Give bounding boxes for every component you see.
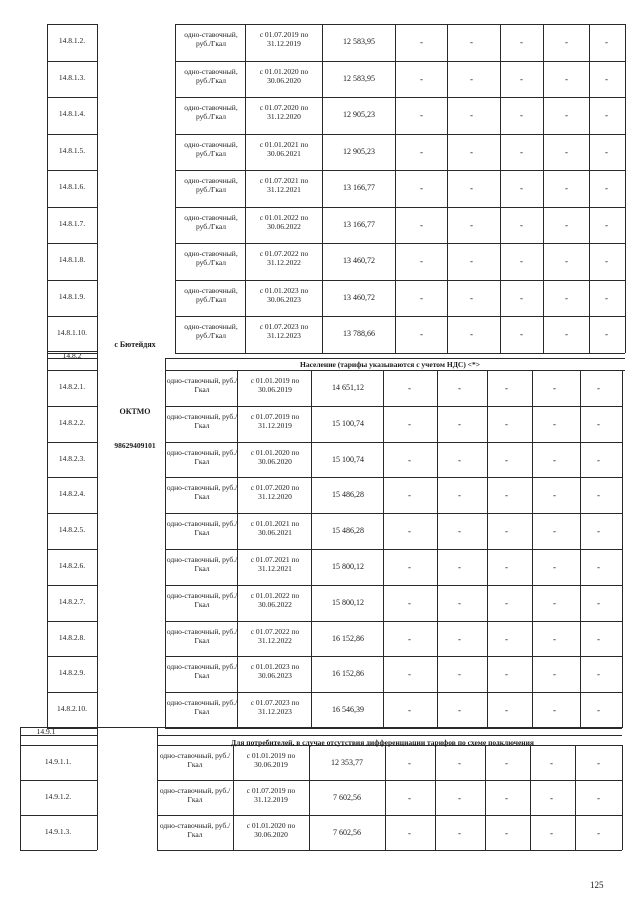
empty-cell: - [605, 37, 608, 47]
row-number: 14.9.1.2. [44, 792, 72, 801]
empty-cell: - [505, 562, 508, 572]
empty-cell: - [505, 490, 508, 501]
empty-cell: - [408, 705, 411, 716]
tariff-period: с 01.07.2019 по 31.12.2019 [250, 411, 300, 430]
empty-cell: - [470, 183, 473, 193]
grid-line [175, 207, 625, 208]
grid-line [20, 850, 97, 851]
tariff-type: одно-ставочный, руб./Гкал [166, 519, 238, 538]
grid-line [309, 745, 310, 850]
empty-cell: - [408, 793, 411, 803]
empty-cell: - [605, 329, 608, 339]
row-number: 14.8.2.3. [58, 453, 86, 463]
tariff-type: одно-ставочный, руб./Гкал [166, 447, 238, 466]
grid-line [47, 370, 97, 371]
tariff-period: с 01.01.2019 по 30.06.2019 [250, 376, 300, 394]
grid-line [175, 280, 625, 281]
empty-cell: - [520, 146, 523, 157]
empty-cell: - [408, 562, 411, 572]
empty-cell: - [470, 146, 473, 157]
row-number: 14.8.1.7. [58, 218, 86, 228]
grid-line [47, 316, 97, 317]
empty-cell: - [505, 828, 508, 838]
tariff-value: 12 583,95 [343, 73, 375, 83]
row-number: 14.8.1.5. [58, 145, 86, 155]
row-number: 14.8.1.6. [58, 182, 86, 191]
tariff-type: одно-ставочный, руб./Гкал [166, 411, 238, 430]
tariff-value: 12 353,77 [331, 758, 363, 767]
tariff-period: с 01.07.2022 по 31.12.2022 [250, 626, 300, 645]
tariff-type: одно-ставочный, руб./Гкал [184, 103, 238, 121]
grid-line [165, 621, 622, 622]
empty-cell: - [458, 633, 461, 644]
tariff-type: одно-ставочный, руб./Гкал [159, 786, 231, 804]
empty-cell: - [597, 562, 600, 572]
grid-line [175, 134, 625, 135]
grid-line [575, 745, 576, 850]
oktmo-code: 98629409101 [114, 441, 156, 450]
empty-cell: - [597, 633, 600, 644]
empty-cell: - [565, 329, 568, 339]
tariff-value: 14 651,12 [332, 383, 364, 392]
tariff-type: одно-ставочный, руб./Гкал [159, 751, 231, 769]
empty-cell: - [597, 705, 600, 716]
empty-cell: - [458, 793, 461, 803]
empty-cell: - [565, 110, 568, 120]
grid-line [47, 692, 97, 693]
row-number: 14.8.1.4. [58, 109, 86, 118]
empty-cell: - [408, 383, 411, 393]
grid-line [47, 170, 97, 171]
empty-cell: - [597, 828, 600, 838]
grid-line [157, 850, 622, 851]
empty-cell: - [605, 73, 608, 84]
empty-cell: - [458, 418, 461, 429]
empty-cell: - [605, 256, 608, 266]
empty-cell: - [408, 597, 411, 608]
tariff-type: одно-ставочный, руб./Гкал [166, 555, 238, 573]
empty-cell: - [520, 73, 523, 84]
empty-cell: - [408, 526, 411, 537]
empty-cell: - [565, 256, 568, 266]
empty-cell: - [565, 219, 568, 230]
empty-cell: - [597, 490, 600, 501]
tariff-type: одно-ставочный, руб./Гкал [184, 139, 238, 158]
row-number: 14.8.2.8. [58, 632, 86, 642]
empty-cell: - [550, 793, 553, 803]
tariff-period: с 01.07.2019 по 31.12.2019 [259, 30, 309, 48]
empty-cell: - [565, 292, 568, 303]
grid-line [165, 549, 622, 550]
tariff-type: одно-ставочный, руб./Гкал [184, 30, 238, 48]
tariff-type: одно-ставочный, руб./Гкал [184, 212, 238, 231]
tariff-value: 13 460,72 [343, 292, 375, 302]
tariff-period: с 01.07.2020 по 31.12.2020 [259, 103, 309, 121]
tariff-period: с 01.07.2021 по 31.12.2021 [250, 555, 300, 573]
tariff-value: 15 100,74 [332, 454, 364, 464]
empty-cell: - [553, 633, 556, 644]
grid-line [165, 692, 622, 693]
empty-cell: - [420, 329, 423, 339]
row-number: 14.8.2.9. [58, 668, 86, 678]
empty-cell: - [553, 597, 556, 608]
empty-cell: - [408, 633, 411, 644]
grid-line [175, 243, 625, 244]
population-header: Население (тарифы указываются с учетом НДС) <*> [300, 360, 480, 369]
row-number: 14.8.2.5. [58, 525, 86, 535]
tariff-value: 15 486,28 [332, 526, 364, 536]
tariff-value: 12 905,23 [343, 110, 375, 119]
empty-cell: - [470, 37, 473, 47]
page-number: 125 [590, 880, 604, 890]
empty-cell: - [597, 597, 600, 608]
oktmo-label: ОКТМО [119, 407, 151, 416]
empty-cell: - [520, 219, 523, 230]
grid-line [47, 656, 97, 657]
row-number: 14.9.1.3. [44, 827, 72, 836]
empty-cell: - [565, 146, 568, 157]
grid-line [500, 24, 501, 353]
grid-line [322, 24, 323, 353]
grid-line [157, 815, 622, 816]
grid-line [97, 727, 98, 850]
empty-cell: - [408, 490, 411, 501]
tariff-value: 15 100,74 [332, 418, 364, 428]
empty-cell: - [420, 37, 423, 47]
tariff-value: 15 800,12 [332, 562, 364, 571]
empty-cell: - [565, 183, 568, 193]
empty-cell: - [458, 597, 461, 608]
grid-line [245, 24, 246, 353]
empty-cell: - [597, 793, 600, 803]
empty-cell: - [420, 73, 423, 84]
tariff-type: одно-ставочный, руб./Гкал [184, 249, 238, 267]
tariff-period: с 01.07.2023 по 31.12.2023 [250, 698, 300, 717]
grid-line [175, 24, 625, 25]
section-number: 14.9.1 [36, 727, 56, 736]
grid-line [157, 780, 622, 781]
grid-line [175, 316, 625, 317]
empty-cell: - [597, 526, 600, 537]
empty-cell: - [458, 383, 461, 393]
grid-line [20, 745, 97, 746]
row-number: 14.9.1.1. [44, 757, 72, 766]
tariff-period: с 01.01.2022 по 30.06.2022 [259, 212, 309, 231]
empty-cell: - [605, 110, 608, 120]
tariff-period: с 01.07.2020 по 31.12.2020 [250, 483, 300, 502]
empty-cell: - [408, 454, 411, 465]
grid-line [47, 61, 97, 62]
empty-cell: - [553, 418, 556, 429]
grid-line [47, 621, 97, 622]
grid-line [625, 24, 626, 353]
grid-line [165, 477, 622, 478]
empty-cell: - [505, 526, 508, 537]
empty-cell: - [458, 828, 461, 838]
grid-line [47, 406, 97, 407]
empty-cell: - [520, 37, 523, 47]
empty-cell: - [458, 758, 461, 768]
tariff-type: одно-ставочный, руб./Гкал [184, 176, 238, 194]
row-number: 14.8.1.9. [58, 291, 86, 301]
empty-cell: - [553, 454, 556, 465]
grid-line [47, 477, 97, 478]
tariff-period: с 01.01.2023 по 30.06.2023 [259, 285, 309, 304]
tariff-period: с 01.01.2021 по 30.06.2021 [259, 139, 309, 158]
empty-cell: - [605, 183, 608, 193]
grid-line [175, 61, 625, 62]
tariff-value: 13 166,77 [343, 219, 375, 229]
grid-line [485, 745, 486, 850]
empty-cell: - [520, 110, 523, 120]
tariff-value: 15 486,28 [332, 490, 364, 500]
grid-line [47, 243, 97, 244]
empty-cell: - [505, 705, 508, 716]
grid-line [175, 24, 176, 353]
row-number: 14.8.1.10. [57, 328, 87, 337]
empty-cell: - [470, 110, 473, 120]
grid-line [543, 24, 544, 353]
empty-cell: - [520, 256, 523, 266]
tariff-value: 13 788,66 [343, 329, 375, 338]
grid-line [47, 97, 97, 98]
consumers-header: Для потребителей, в случае отсутствия дифференциации тарифов по схеме подключения [231, 738, 534, 747]
row-number: 14.8.2.6. [58, 561, 86, 570]
grid-line [165, 406, 622, 407]
grid-line [165, 656, 622, 657]
tariff-period: с 01.01.2020 по 30.06.2020 [259, 66, 309, 85]
grid-line [589, 24, 590, 353]
grid-line [47, 207, 97, 208]
tariff-value: 15 800,12 [332, 597, 364, 607]
tariff-period: с 01.07.2023 по 31.12.2023 [259, 322, 309, 340]
grid-line [622, 745, 623, 850]
empty-cell: - [597, 383, 600, 393]
empty-cell: - [505, 633, 508, 644]
empty-cell: - [520, 183, 523, 193]
grid-line [165, 728, 622, 729]
row-number: 14.8.2.1. [58, 382, 86, 391]
grid-line [47, 549, 97, 550]
grid-line [175, 170, 625, 171]
tariff-period: с 01.01.2022 по 30.06.2022 [250, 590, 300, 609]
empty-cell: - [505, 758, 508, 768]
empty-cell: - [597, 758, 600, 768]
tariff-value: 12 583,95 [343, 37, 375, 46]
grid-line [165, 442, 622, 443]
empty-cell: - [420, 256, 423, 266]
grid-line [622, 370, 623, 728]
empty-cell: - [458, 705, 461, 716]
tariff-type: одно-ставочный, руб./Гкал [166, 626, 238, 645]
empty-cell: - [553, 490, 556, 501]
empty-cell: - [553, 562, 556, 572]
tariff-type: одно-ставочный, руб./Гкал [166, 483, 238, 502]
empty-cell: - [505, 793, 508, 803]
empty-cell: - [605, 219, 608, 230]
tariff-value: 16 152,86 [332, 669, 364, 679]
empty-cell: - [408, 669, 411, 680]
empty-cell: - [553, 669, 556, 680]
tariff-type: одно-ставочный, руб./Гкал [184, 322, 238, 340]
tariff-value: 7 602,56 [333, 828, 361, 837]
empty-cell: - [553, 526, 556, 537]
grid-line [165, 358, 625, 359]
empty-cell: - [550, 828, 553, 838]
empty-cell: - [597, 669, 600, 680]
grid-line [175, 97, 625, 98]
empty-cell: - [420, 219, 423, 230]
tariff-type: одно-ставочный, руб./Гкал [166, 662, 238, 681]
settlement-name: с Бютейдях [114, 340, 156, 349]
row-number: 14.8.2.10. [57, 704, 87, 714]
empty-cell: - [470, 329, 473, 339]
tariff-type: одно-ставочный, руб./Гкал [184, 66, 238, 85]
tariff-period: с 01.07.2019 по 31.12.2019 [246, 786, 296, 804]
empty-cell: - [458, 562, 461, 572]
empty-cell: - [520, 329, 523, 339]
grid-line [20, 780, 97, 781]
tariff-type: одно-ставочный, руб./Гкал [159, 821, 231, 839]
grid-line [47, 513, 97, 514]
empty-cell: - [505, 383, 508, 393]
empty-cell: - [553, 705, 556, 716]
grid-line [175, 353, 625, 354]
empty-cell: - [565, 37, 568, 47]
empty-cell: - [470, 256, 473, 266]
empty-cell: - [505, 418, 508, 429]
tariff-period: с 01.01.2020 по 30.06.2020 [250, 447, 300, 466]
empty-cell: - [420, 146, 423, 157]
grid-line [47, 24, 97, 25]
tariff-period: с 01.07.2022 по 31.12.2022 [259, 249, 309, 267]
grid-line [20, 815, 97, 816]
empty-cell: - [470, 219, 473, 230]
grid-line [20, 727, 622, 728]
empty-cell: - [458, 490, 461, 501]
grid-line [530, 745, 531, 850]
grid-line [47, 442, 97, 443]
empty-cell: - [605, 292, 608, 303]
grid-line [385, 745, 386, 850]
grid-line [165, 370, 622, 371]
tariff-period: с 01.01.2021 по 30.06.2021 [250, 519, 300, 538]
grid-line [165, 513, 622, 514]
grid-line [447, 24, 448, 353]
grid-line [395, 24, 396, 353]
empty-cell: - [597, 454, 600, 465]
grid-line [435, 745, 436, 850]
row-number: 14.8.2.4. [58, 489, 86, 499]
empty-cell: - [458, 454, 461, 465]
tariff-type: одно-ставочный, руб./Гкал [166, 590, 238, 609]
empty-cell: - [505, 597, 508, 608]
empty-cell: - [505, 669, 508, 680]
row-number: 14.8.2.7. [58, 596, 86, 606]
tariff-type: одно-ставочный, руб./Гкал [184, 285, 238, 304]
tariff-value: 16 546,39 [332, 705, 364, 715]
grid-line [157, 735, 622, 736]
row-number: 14.8.1.2. [58, 36, 86, 45]
empty-cell: - [408, 418, 411, 429]
tariff-type: одно-ставочный, руб./Гкал [166, 376, 238, 394]
tariff-value: 13 166,77 [343, 183, 375, 192]
row-number: 14.8.2.2. [58, 417, 86, 427]
empty-cell: - [420, 183, 423, 193]
empty-cell: - [605, 146, 608, 157]
tariff-period: с 01.07.2021 по 31.12.2021 [259, 176, 309, 194]
empty-cell: - [470, 73, 473, 84]
empty-cell: - [458, 669, 461, 680]
section-number: 14.8.2 [62, 351, 82, 360]
row-number: 14.8.1.8. [58, 255, 86, 264]
tariff-value: 12 905,23 [343, 146, 375, 156]
empty-cell: - [565, 73, 568, 84]
tariff-value: 13 460,72 [343, 256, 375, 265]
tariff-period: с 01.01.2023 по 30.06.2023 [250, 662, 300, 681]
empty-cell: - [597, 418, 600, 429]
row-number: 14.8.1.3. [58, 72, 86, 82]
tariff-period: с 01.01.2020 по 30.06.2020 [246, 821, 296, 839]
empty-cell: - [550, 758, 553, 768]
grid-line [47, 280, 97, 281]
empty-cell: - [420, 292, 423, 303]
grid-line [165, 585, 622, 586]
grid-line [47, 134, 97, 135]
grid-line [97, 24, 98, 363]
empty-cell: - [408, 758, 411, 768]
empty-cell: - [470, 292, 473, 303]
grid-line [47, 585, 97, 586]
empty-cell: - [408, 828, 411, 838]
empty-cell: - [458, 526, 461, 537]
tariff-type: одно-ставочный, руб./Гкал [166, 698, 238, 717]
empty-cell: - [505, 454, 508, 465]
empty-cell: - [420, 110, 423, 120]
tariff-value: 7 602,56 [333, 793, 361, 802]
tariff-value: 16 152,86 [332, 633, 364, 643]
empty-cell: - [553, 383, 556, 393]
tariff-period: с 01.01.2019 по 30.06.2019 [246, 751, 296, 769]
empty-cell: - [520, 292, 523, 303]
